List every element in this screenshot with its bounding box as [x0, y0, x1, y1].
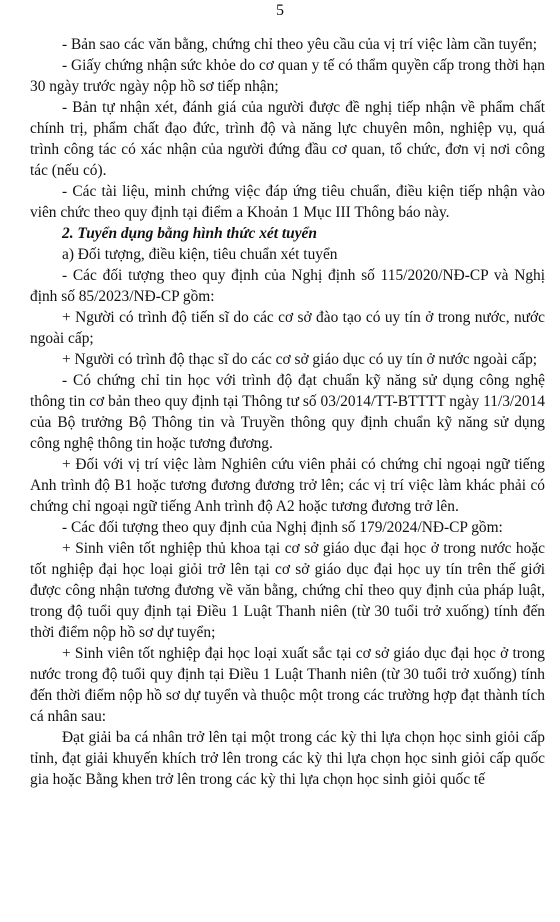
- page-number: 5: [276, 2, 284, 19]
- paragraph: + Sinh viên tốt nghiệp đại học loại xuất sắc tại cơ sở giáo dục đại học ở trong nước trong độ tuổi quy định tại Điều 1 Luật Thanh niên (từ 30 tuổi trở xuống) tính đến thời điểm nộp hồ sơ dự tuyển và thuộc một trong các trường hợp đạt thành tích cá nhân sau:: [30, 645, 545, 725]
- paragraph: - Bản tự nhận xét, đánh giá của người được đề nghị tiếp nhận về phẩm chất chính trị, phẩm chất đạo đức, trình độ và năng lực chuyên môn, nghiệp vụ, quá trình công tác có xác nhận của người đứng đầu cơ quan, tổ chức, đơn vị nơi công tác (nếu có).: [30, 99, 545, 179]
- section-heading: 2. Tuyển dụng bằng hình thức xét tuyển: [62, 225, 317, 242]
- paragraph: - Các đối tượng theo quy định của Nghị định số 179/2024/NĐ-CP gồm:: [62, 519, 503, 536]
- paragraph: + Đối với vị trí việc làm Nghiên cứu viên phải có chứng chỉ ngoại ngữ tiếng Anh trình độ B1 hoặc tương đương đương trở lên; các vị trí việc làm khác phải có chứng chỉ ngoại ngữ tiếng Anh trình độ A2 hoặc tương đương trở lên.: [30, 456, 545, 515]
- paragraph: Đạt giải ba cá nhân trở lên tại một trong các kỳ thi lựa chọn học sinh giỏi cấp tỉnh, đạt giải khuyến khích trở lên trong các kỳ thi lựa chọn học sinh giỏi cấp quốc gia hoặc Bằng khen trở lên trong các kỳ thi lựa chọn học sinh giỏi quốc tế: [30, 729, 545, 788]
- paragraph: - Giấy chứng nhận sức khỏe do cơ quan y tế có thẩm quyền cấp trong thời hạn 30 ngày trước ngày nộp hồ sơ tiếp nhận;: [30, 57, 545, 95]
- paragraph: - Các đối tượng theo quy định của Nghị định số 115/2020/NĐ-CP và Nghị định số 85/2023/NĐ-CP gồm:: [30, 267, 545, 305]
- document-body: [30, 34, 545, 790]
- paragraph: + Sinh viên tốt nghiệp thủ khoa tại cơ sở giáo dục đại học ở trong nước hoặc tốt nghiệp đại học loại giỏi trở lên tại cơ sở giáo dục đại học uy tín trên thế giới được công nhận tương đương về văn bằng, chứng chỉ theo quy định của pháp luật, trong độ tuổi quy định tại Điều 1 Luật Thanh niên (từ 30 tuổi trở xuống) tính đến thời điểm nộp hồ sơ dự tuyển;: [30, 540, 545, 641]
- paragraph: a) Đối tượng, điều kiện, tiêu chuẩn xét tuyển: [62, 246, 338, 263]
- paragraph: - Bản sao các văn bằng, chứng chỉ theo yêu cầu của vị trí việc làm cần tuyển;: [62, 36, 538, 53]
- paragraph: - Có chứng chỉ tin học với trình độ đạt chuẩn kỹ năng sử dụng công nghệ thông tin cơ bản theo quy định tại Thông tư số 03/2014/TT-BTTTT ngày 11/3/2014 của Bộ trưởng Bộ Thông tin và Truyền thông quy định chuẩn kỹ năng sử dụng công nghệ thông tin hoặc tương đương.: [30, 372, 545, 452]
- paragraph: - Các tài liệu, minh chứng việc đáp ứng tiêu chuẩn, điều kiện tiếp nhận vào viên chức theo quy định tại điểm a Khoản 1 Mục III Thông báo này.: [30, 183, 545, 221]
- paragraph: + Người có trình độ tiến sĩ do các cơ sở đào tạo có uy tín ở trong nước, nước ngoài cấp;: [30, 309, 545, 347]
- paragraph: + Người có trình độ thạc sĩ do các cơ sở giáo dục có uy tín ở nước ngoài cấp;: [62, 351, 538, 368]
